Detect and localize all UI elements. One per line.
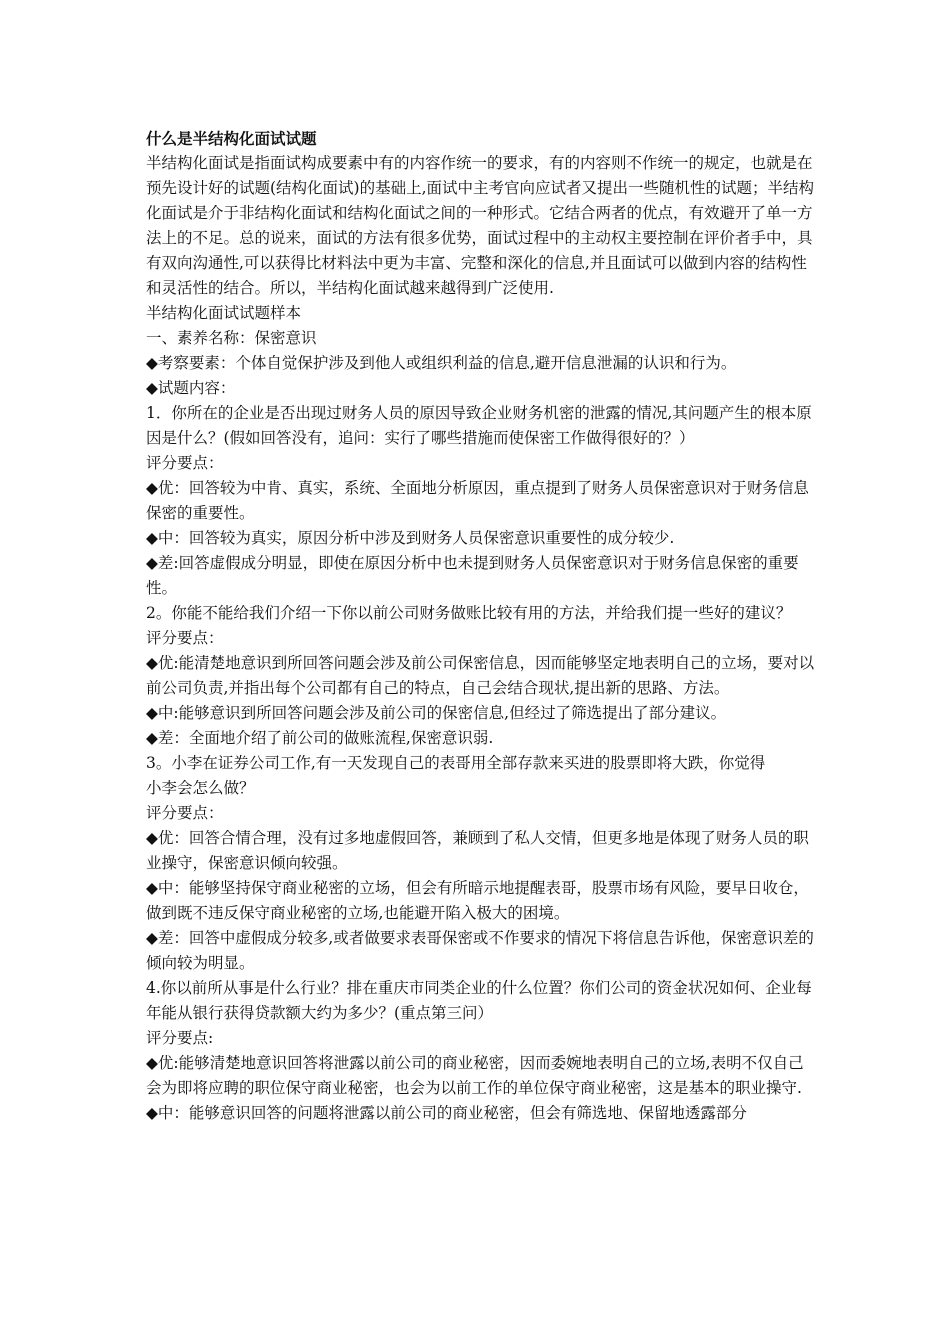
intro-paragraph: 半结构化面试是指面试构成要素中有的内容作统一的要求，有的内容则不作统一的规定，也就是在预先设计好的试题(结构化面试)的基础上,面试中主考官向应试者又提出一些随机性的试题；半结构化面试是介于非结构化面试和结构化面试之间的一种形式。它结合两者的优点，有效避开了单一方法上的不足。总的说来，面试的方法有很多优势，面试过程中的主动权主要控制在评价者手中，具有双向沟通性,可以获得比材料法中更为丰富、完整和深化的信息,并且面试可以做到内容的结构性和灵活性的结合。所以，半结构化面试越来越得到广泛使用.	[146, 154, 815, 297]
score-label: 评分要点：	[146, 804, 224, 822]
score-mid: ◆中:能够意识到所回答问题会涉及前公司的保密信息,但经过了筛选提出了部分建议。	[146, 704, 727, 722]
score-poor: ◆差：全面地介绍了前公司的做账流程,保密意识弱.	[146, 729, 494, 747]
question-3-continued: 小李会怎么做？	[146, 779, 255, 797]
score-label: 评分要点:	[146, 1029, 214, 1047]
question-2: 2。你能不能给我们介绍一下你以前公司财务做账比较有用的方法，并给我们提一些好的建议？	[146, 604, 792, 622]
score-good: ◆优：回答合情合理，没有过多地虚假回答，兼顾到了私人交情，但更多地是体现了财务人员的职业操守，保密意识倾向较强。	[146, 829, 809, 872]
question-1: 1．你所在的企业是否出现过财务人员的原因导致企业财务机密的泄露的情况,其问题产生的根本原因是什么？(假如回答没有，追问：实行了哪些措施而使保密工作做得很好的？）	[146, 404, 812, 447]
score-good: ◆优:能够清楚地意识回答将泄露以前公司的商业秘密，因而委婉地表明自己的立场,表明不仅自己会为即将应聘的职位保守商业秘密，也会为以前工作的单位保守商业秘密，这是基本的职业操守.	[146, 1054, 804, 1097]
score-poor: ◆差：回答中虚假成分较多,或者做要求表哥保密或不作要求的情况下将信息告诉他，保密意识差的倾向较为明显。	[146, 929, 814, 972]
content-label: ◆试题内容：	[146, 379, 236, 397]
sample-heading: 半结构化面试试题样本	[146, 304, 302, 322]
score-label: 评分要点：	[146, 454, 224, 472]
document-body	[146, 126, 816, 1126]
score-mid: ◆中：回答较为真实，原因分析中涉及到财务人员保密意识重要性的成分较少.	[146, 529, 675, 547]
observe-factor: ◆考察要素：个体自觉保护涉及到他人或组织利益的信息,避开信息泄漏的认识和行为。	[146, 354, 737, 372]
question-4: 4.你以前所从事是什么行业？排在重庆市同类企业的什么位置？你们公司的资金状况如何、企业每年能从银行获得贷款额大约为多少？(重点第三问）	[146, 979, 812, 1022]
score-good: ◆优：回答较为中肯、真实，系统、全面地分析原因，重点提到了财务人员保密意识对于财务信息保密的重要性。	[146, 479, 809, 522]
question-3: 3。小李在证券公司工作,有一天发现自己的表哥用全部存款来买进的股票即将大跌，你觉得	[146, 754, 766, 772]
score-poor: ◆差:回答虚假成分明显，即使在原因分析中也未提到财务人员保密意识对于财务信息保密的重要性。	[146, 554, 799, 597]
score-good: ◆优:能清楚地意识到所回答问题会涉及前公司保密信息，因而能够坚定地表明自己的立场，要对以前公司负责,并指出每个公司都有自己的特点，自己会结合现状,提出新的思路、方法。	[146, 654, 815, 697]
score-mid: ◆中：能够坚持保守商业秘密的立场，但会有所暗示地提醒表哥，股票市场有风险，要早日收仓，做到既不违反保守商业秘密的立场,也能避开陷入极大的困境。	[146, 879, 809, 922]
document-title: 什么是半结构化面试试题	[146, 129, 317, 148]
section-heading: 一、素养名称：保密意识	[146, 329, 317, 347]
score-mid: ◆中：能够意识回答的问题将泄露以前公司的商业秘密，但会有筛选地、保留地透露部分	[146, 1104, 747, 1122]
score-label: 评分要点：	[146, 629, 224, 647]
